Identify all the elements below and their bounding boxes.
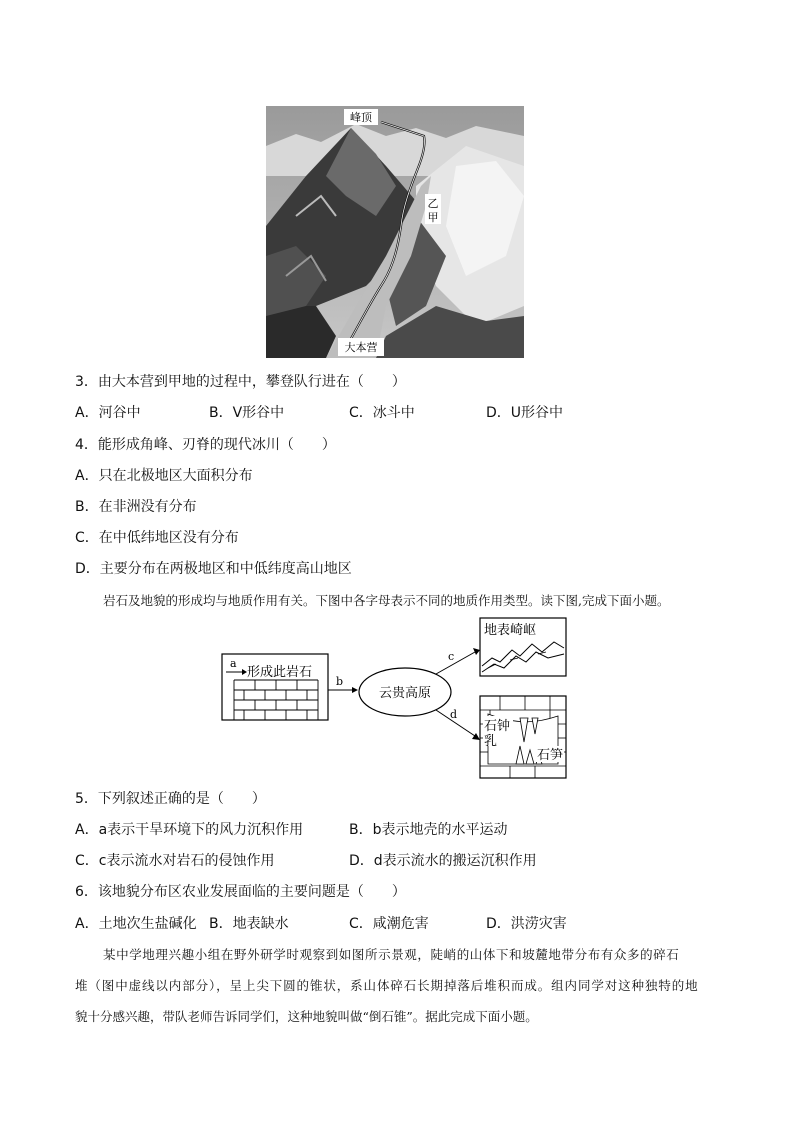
stalactite-label-1: 石钟: [484, 719, 511, 734]
intro-paragraph-2-line-1: 某中学地理兴趣小组在野外研学时观察到如图所示景观，陡峭的山体下和坡麓地带分布有众多的碎石: [103, 947, 680, 962]
q3-option-d: D．U形谷中: [486, 405, 564, 421]
intro-paragraph-1: 岩石及地貌的形成均与地质作用有关。下图中各字母表示不同的地质作用类型。读下图,完成下面小题。: [103, 593, 670, 608]
q4-option-c: C．在中低纬地区没有分布: [75, 530, 239, 546]
q4-option-a: A．只在北极地区大面积分布: [75, 468, 253, 484]
q4-stem: 4．能形成角峰、刃脊的现代冰川（ ）: [75, 437, 336, 453]
label-b: b: [336, 675, 344, 688]
intro-paragraph-2-line-3: 貌十分感兴趣，带队老师告诉同学们，这种地貌叫做“倒石锥”。据此完成下面小题。: [75, 1009, 538, 1024]
label-d: d: [450, 708, 458, 721]
q3-stem: 3．由大本营到甲地的过程中，攀登队行进在（ ）: [75, 374, 406, 390]
intro-paragraph-2-line-2: 堆（图中虚线以内部分），呈上尖下圆的锥状，系山体碎石长期掉落后堆积而成。组内同学对这种独特的地: [75, 978, 699, 993]
q5-stem: 5．下列叙述正确的是（ ）: [75, 791, 266, 807]
q4-option-b: B．在非洲没有分布: [75, 499, 197, 515]
stalagmite-label: 石笋: [537, 748, 564, 763]
yi-label: 乙: [427, 197, 439, 210]
q3-option-c: C．冰斗中: [349, 405, 415, 421]
base-camp-label: 大本营: [344, 341, 378, 354]
geology-diagram: [220, 614, 570, 780]
label-c: c: [448, 650, 455, 663]
q6-stem: 6．该地貌分布区农业发展面临的主要问题是（ ）: [75, 884, 406, 900]
plateau-label: 云贵高原: [378, 686, 432, 701]
q4-option-d: D．主要分布在两极地区和中低纬度高山地区: [75, 561, 352, 577]
q6-option-a: A．土地次生盐碱化: [75, 916, 197, 932]
q6-option-c: C．咸潮危害: [349, 916, 429, 932]
q5-option-c: C．c表示流水对岩石的侵蚀作用: [75, 853, 275, 869]
q3-option-a: A．河谷中: [75, 405, 141, 421]
q5-option-a: A．a表示干旱环境下的风力沉积作用: [75, 822, 304, 838]
q6-option-b: B．地表缺水: [209, 916, 289, 932]
label-a: a: [230, 657, 237, 670]
everest-photo: [266, 106, 524, 358]
q6-option-d: D．洪涝灾害: [486, 916, 567, 932]
q5-option-d: D．d表示流水的搬运沉积作用: [349, 853, 537, 869]
q3-option-b: B．V形谷中: [209, 405, 285, 421]
peak-label: 峰顶: [350, 111, 372, 124]
surface-label: 地表崎岖: [484, 623, 537, 638]
jia-label: 甲: [427, 211, 439, 224]
q5-option-b: B．b表示地壳的水平运动: [349, 822, 508, 838]
stalactite-label-2: 乳: [484, 734, 498, 749]
rock-label: 形成此岩石: [247, 665, 313, 680]
